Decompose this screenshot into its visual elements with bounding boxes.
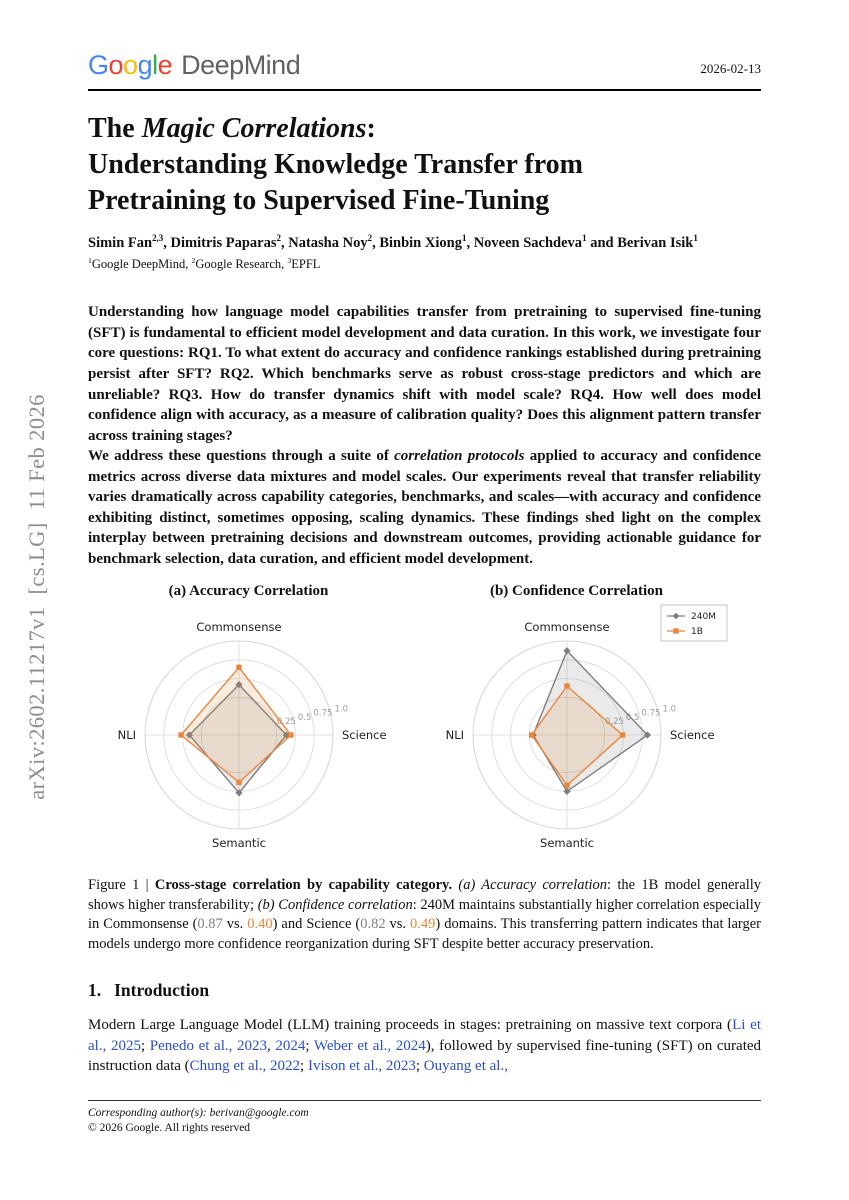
citation-link[interactable]: Chung et al., 2022 [189, 1057, 301, 1074]
text-segment: 1 [461, 233, 467, 244]
arxiv-sidebar-label: arXiv:2602.11217v1 [cs.LG] 11 Feb 2026 [24, 394, 49, 800]
square-marker [564, 783, 569, 788]
text-segment: ), followed by supervised fine-tuning (SFT) on curated instruction data ( [88, 1037, 762, 1074]
paper-title [88, 111, 761, 219]
abstract-paragraph-2 [88, 446, 761, 569]
radial-tick-label: 0.25 [276, 717, 296, 728]
text-segment: Pretraining to Supervised Fine-Tuning [88, 185, 550, 217]
citation-link[interactable]: Ivison et al., 2023 [307, 1057, 416, 1074]
citation-link[interactable]: Penedo et al., 2023 [149, 1037, 267, 1054]
text-segment: g [137, 50, 153, 80]
text-segment: o [123, 50, 138, 80]
axis-label-science: Science [669, 728, 715, 743]
radial-tick-label: 0.75 [641, 709, 660, 720]
header-rule [88, 89, 761, 91]
legend-label: 1B [690, 627, 703, 638]
text-segment: 2,3 [152, 233, 164, 244]
radar-chart-confidence [421, 601, 733, 863]
section-title: Introduction [114, 980, 210, 1001]
deepmind-logo-text: DeepMind [174, 50, 301, 80]
text-segment: correlation protocols [394, 448, 525, 465]
text-segment: : [366, 113, 376, 144]
axis-label-commonsense: Commonsense [523, 620, 610, 635]
paper-content [88, 0, 761, 1076]
text-segment: Simin Fan [88, 235, 153, 252]
text-segment: 3 [287, 256, 292, 266]
text-segment: : the 1B model generally shows higher transferability; [88, 877, 762, 913]
text-segment: Understanding how language model capabilities transfer from pretraining to supervised fine-tuning (SFT) is fundamental to efficient model development and data curation. In this work, we investigate four core questions: RQ1. To what extent do accuracy and confidence rankings established during pretraining persist after SFT? RQ2. Which benchmarks serve as robust cross-stage predictors and which are unreliable? RQ3. How do transfer dynamics shift with model scale? RQ4. How well does model confidence align with accuracy, as a measure of calibration quality? Does this alignment pattern transfer across training stages? [88, 304, 761, 444]
google-deepmind-logo [88, 50, 300, 81]
title-line-3 [88, 183, 761, 219]
text-segment: 0.87 [197, 916, 223, 933]
radar-chart-accuracy [93, 601, 405, 863]
citation-link[interactable]: Ouyang et al., [423, 1057, 508, 1074]
square-marker [619, 733, 624, 738]
chart-confidence [421, 583, 733, 868]
text-segment: Natasha Noy [288, 235, 368, 252]
square-marker [288, 733, 293, 738]
axis-label-nli: NLI [445, 728, 464, 743]
text-segment: EPFL [291, 257, 321, 272]
abstract-paragraph-1 [88, 302, 761, 446]
text-segment: o [108, 50, 124, 80]
introduction-paragraph [88, 1015, 761, 1076]
text-segment: 0.49 [410, 916, 436, 933]
text-segment: 2 [367, 233, 373, 244]
text-segment: ; [305, 1037, 314, 1054]
text-segment: , [267, 1037, 276, 1054]
section-number: 1. [88, 980, 102, 1001]
copyright-line: © 2026 Google. All rights reserved [88, 1122, 251, 1134]
radial-tick-label: 0.75 [313, 709, 332, 720]
text-segment: 1 [693, 233, 698, 244]
text-segment: vs. [385, 916, 411, 933]
chart-accuracy-title: (a) Accuracy Correlation [168, 583, 329, 600]
text-segment: Dimitris Paparas [170, 235, 277, 252]
square-marker [178, 733, 183, 738]
figure-caption [88, 876, 761, 954]
chart-accuracy [93, 583, 405, 868]
corresponding-author-line: Corresponding author(s): berivan@google.com [88, 1107, 309, 1119]
text-segment: Magic Correlations [141, 113, 367, 144]
citation-link[interactable]: 2024 [275, 1037, 306, 1054]
section-heading-introduction [88, 980, 761, 1001]
text-segment: , [372, 235, 380, 252]
citation-link[interactable]: Weber et al., 2024 [313, 1037, 426, 1054]
series-1b [178, 665, 296, 785]
figure-1 [76, 583, 749, 868]
text-segment: Understanding Knowledge Transfer from [88, 149, 583, 181]
text-segment: , [163, 235, 171, 252]
text-segment: (b) Confidence correlation [257, 896, 413, 913]
text-segment: Google Research, [195, 257, 288, 272]
text-segment: 1 [582, 233, 587, 244]
text-segment: e [157, 50, 173, 80]
axis-label-commonsense: Commonsense [195, 620, 282, 635]
square-marker [236, 780, 241, 785]
text-segment: applied to accuracy and confidence metrics across diverse data mixtures and model scales. Our experiments reveal that transfer reliability varies dramatically across capability categories, benchmarks, and scales—with accuracy and confidence exhibiting distinct, sometimes opposing, scaling dynamics. These findings shed light on the complex interplay between pretraining decisions and downstream outcomes, providing actionable guidance for benchmark selection, data curation, and efficient model development. [88, 448, 761, 567]
radial-tick-label: 0.25 [604, 717, 624, 728]
text-segment: vs. [222, 916, 248, 933]
axis-label-semantic: Semantic [539, 836, 594, 851]
text-segment: Noveen Sachdeva [473, 235, 583, 252]
text-segment: 0.40 [247, 916, 273, 933]
citation-link[interactable]: Li et al., 2025 [88, 1017, 762, 1054]
page-footer [88, 1100, 761, 1134]
affiliations-line [88, 257, 761, 272]
square-marker [236, 665, 241, 670]
text-segment: Berivan Isik [617, 235, 694, 252]
title-line-2 [88, 147, 761, 183]
axis-label-nli: NLI [117, 728, 136, 743]
authors-line [88, 235, 761, 252]
radial-tick-label: 1.0 [662, 704, 676, 715]
text-segment: ; [415, 1057, 424, 1074]
text-segment: , [466, 235, 474, 252]
text-segment: The [88, 113, 142, 144]
square-marker [528, 733, 533, 738]
text-segment: and [586, 235, 618, 252]
text-segment: ; [300, 1057, 308, 1074]
text-segment: ; [140, 1037, 150, 1054]
text-segment: Binbin Xiong [379, 235, 462, 252]
radial-tick-label: 0.5 [297, 713, 311, 724]
text-segment: : 240M maintains substantially higher correlation especially in Commonsense ( [88, 896, 761, 933]
axis-label-semantic: Semantic [211, 836, 266, 851]
text-segment: G [88, 50, 109, 80]
text-segment: ) domains. This transferring pattern indicates that larger models undergo more confidence reorganization during SFT despite better accuracy preservation. [88, 916, 761, 952]
text-segment: Google DeepMind, [91, 257, 192, 272]
chart-confidence-title: (b) Confidence Correlation [489, 583, 664, 600]
text-segment: Modern Large Language Model (LLM) training proceeds in stages: pretraining on massive text corpora ( [88, 1017, 733, 1034]
chart-legend [661, 605, 727, 641]
text-segment: 0.82 [360, 916, 386, 933]
radial-tick-label: 0.5 [625, 713, 639, 724]
text-segment: We address these questions through a suite of [88, 448, 395, 465]
title-line-1 [88, 111, 761, 147]
text-segment: (a) Accuracy correlation [458, 877, 608, 894]
abstract [88, 302, 761, 569]
paper-date: 2026-02-13 [700, 61, 761, 76]
text-segment: Figure 1 | [88, 877, 155, 894]
text-segment: 1 [88, 256, 92, 266]
page-header [88, 50, 761, 81]
square-marker [564, 684, 569, 689]
axis-label-science: Science [341, 728, 387, 743]
radial-tick-label: 1.0 [334, 704, 348, 715]
text-segment: ) and Science ( [272, 916, 361, 933]
text-segment: l [152, 50, 158, 80]
text-segment: Cross-stage correlation by capability category. [154, 877, 453, 894]
legend-label: 240M [690, 612, 716, 623]
text-segment: 2 [276, 233, 281, 244]
text-segment: 2 [191, 256, 196, 266]
text-segment: , [280, 235, 289, 252]
google-logo-text [88, 50, 172, 80]
